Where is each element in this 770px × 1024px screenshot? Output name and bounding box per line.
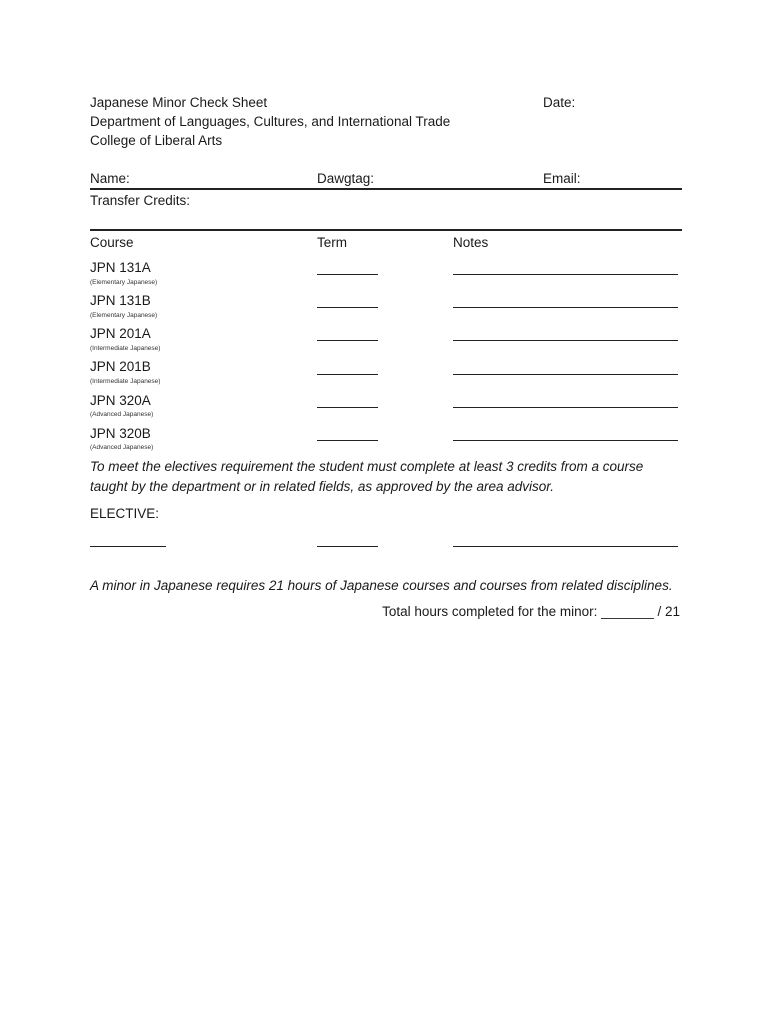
term-blank[interactable] (317, 440, 378, 441)
course-description: (Intermediate Japanese) (90, 345, 161, 352)
notes-blank[interactable] (453, 307, 678, 308)
course-code: JPN 320B (90, 426, 151, 441)
elective-course-blank[interactable] (90, 546, 166, 547)
course-code: JPN 131A (90, 260, 151, 275)
transfer-credits-label: Transfer Credits: (90, 193, 191, 208)
electives-note-line1: To meet the electives requirement the student must complete at least 3 credits from a course (90, 459, 644, 474)
notes-blank[interactable] (453, 274, 678, 275)
column-term: Term (317, 235, 347, 250)
notes-blank[interactable] (453, 374, 678, 375)
date-label: Date: (543, 95, 576, 110)
term-blank[interactable] (317, 374, 378, 375)
section-divider (90, 229, 682, 231)
notes-blank[interactable] (453, 407, 678, 408)
college-name: College of Liberal Arts (90, 133, 223, 148)
header-divider (90, 188, 682, 190)
notes-blank[interactable] (453, 340, 678, 341)
term-blank[interactable] (317, 274, 378, 275)
course-description: (Elementary Japanese) (90, 279, 158, 286)
term-blank[interactable] (317, 307, 378, 308)
elective-label: ELECTIVE: (90, 506, 160, 521)
course-description: (Elementary Japanese) (90, 312, 158, 319)
column-course: Course (90, 235, 134, 250)
term-blank[interactable] (317, 340, 378, 341)
course-code: JPN 320A (90, 393, 151, 408)
electives-note-line2: taught by the department or in related fields, as approved by the area advisor. (90, 479, 555, 494)
sheet-title: Japanese Minor Check Sheet (90, 95, 268, 110)
course-code: JPN 201B (90, 359, 151, 374)
total-hours-line: Total hours completed for the minor: _______ / 21 (382, 604, 680, 619)
column-notes: Notes (453, 235, 489, 250)
minor-requirement-note: A minor in Japanese requires 21 hours of Japanese courses and courses from related disciplines. (90, 578, 673, 593)
elective-term-blank[interactable] (317, 546, 378, 547)
term-blank[interactable] (317, 407, 378, 408)
course-description: (Advanced Japanese) (90, 411, 154, 418)
elective-notes-blank[interactable] (453, 546, 678, 547)
course-description: (Advanced Japanese) (90, 444, 154, 451)
course-code: JPN 201A (90, 326, 151, 341)
dawgtag-label: Dawgtag: (317, 171, 375, 186)
notes-blank[interactable] (453, 440, 678, 441)
course-code: JPN 131B (90, 293, 151, 308)
course-description: (Intermediate Japanese) (90, 378, 161, 385)
email-label: Email: (543, 171, 581, 186)
department-name: Department of Languages, Cultures, and International Trade (90, 114, 451, 129)
name-label: Name: (90, 171, 130, 186)
